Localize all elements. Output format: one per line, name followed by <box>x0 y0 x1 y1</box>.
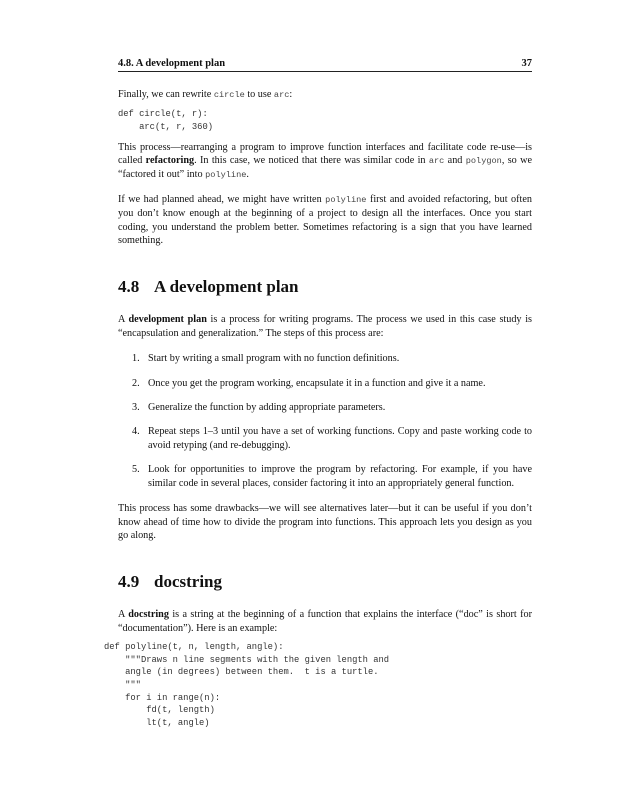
term-refactoring: refactoring <box>145 155 195 166</box>
inline-code: arc <box>273 90 290 100</box>
section-title: docstring <box>154 572 222 592</box>
code-block-polyline: def polyline(t, n, length, angle): """Draws n line segments with the given length and angle (in degrees) between them. t is a turtle. """ for i in range(n): fd(t, length) lt(t, angle) <box>104 642 390 728</box>
list-item: 1. Start by writing a small program with no function definitions. <box>132 353 400 365</box>
steps-list <box>118 352 532 490</box>
section-heading-4-9 <box>118 572 532 592</box>
list-item: 3. Generalize the function by adding appropriate parameters. <box>132 402 386 414</box>
inline-code: arc <box>428 156 445 166</box>
docstring-intro: A docstring is a string at the beginning of a function that explains the interface (“doc” is short for “documentation”). Here is an example: <box>118 609 533 634</box>
page-number: 37 <box>521 58 532 69</box>
term-development-plan: development plan <box>128 314 207 326</box>
inline-code: polyline <box>205 170 247 181</box>
refactoring-paragraph: This process—rearranging a program to improve function interfaces and facilitate code re-use—is called refactoring. In this case, we noticed that there was similar code in arc and polygon, so we “factored it out” into polyline. <box>118 141 532 181</box>
section-number: 4.9 <box>118 572 140 592</box>
inline-code: polyline <box>325 194 367 205</box>
running-header <box>118 58 532 72</box>
planning-paragraph: If we had planned ahead, we might have written polyline first and avoided refactoring, but often you don’t know enough at the beginning of a project to design all the interfaces. Once you start coding, you understand the problem better. Sometimes refactoring is a sign that you have learned something. <box>118 193 532 247</box>
section-number: 4.8 <box>118 277 140 297</box>
drawbacks-paragraph: This process has some drawbacks—we will see alternatives later—but it can be useful if you don’t know ahead of time how to divide the program into functions. This approach lets you design as you go along. <box>118 503 532 541</box>
inline-code: polygon <box>465 156 502 166</box>
code-block-circle: def circle(t, r): arc(t, r, 360) <box>118 109 214 132</box>
section-title: A development plan <box>154 277 299 297</box>
inline-code: circle <box>213 90 245 100</box>
list-item: 5. Look for opportunities to improve the program by refactoring. For example, if you have similar code in several places, consider factoring it into an appropriately general function. <box>132 464 532 489</box>
list-item: 2. Once you get the program working, encapsulate it in a function and give it a name. <box>132 377 486 389</box>
list-item: 4. Repeat steps 1–3 until you have a set of working functions. Copy and paste working code to avoid retyping (and re-debugging). <box>132 426 532 451</box>
development-plan-intro: A development plan is a process for writing programs. The process we used in this case study is “encapsulation and generalization.” The steps of this process are: <box>118 314 532 339</box>
section-heading-4-8 <box>118 277 532 297</box>
header-section-title: 4.8. A development plan <box>118 58 226 69</box>
term-docstring: docstring <box>128 609 169 621</box>
page <box>104 58 533 729</box>
intro-paragraph: Finally, we can rewrite circle to use arc: <box>118 89 293 100</box>
